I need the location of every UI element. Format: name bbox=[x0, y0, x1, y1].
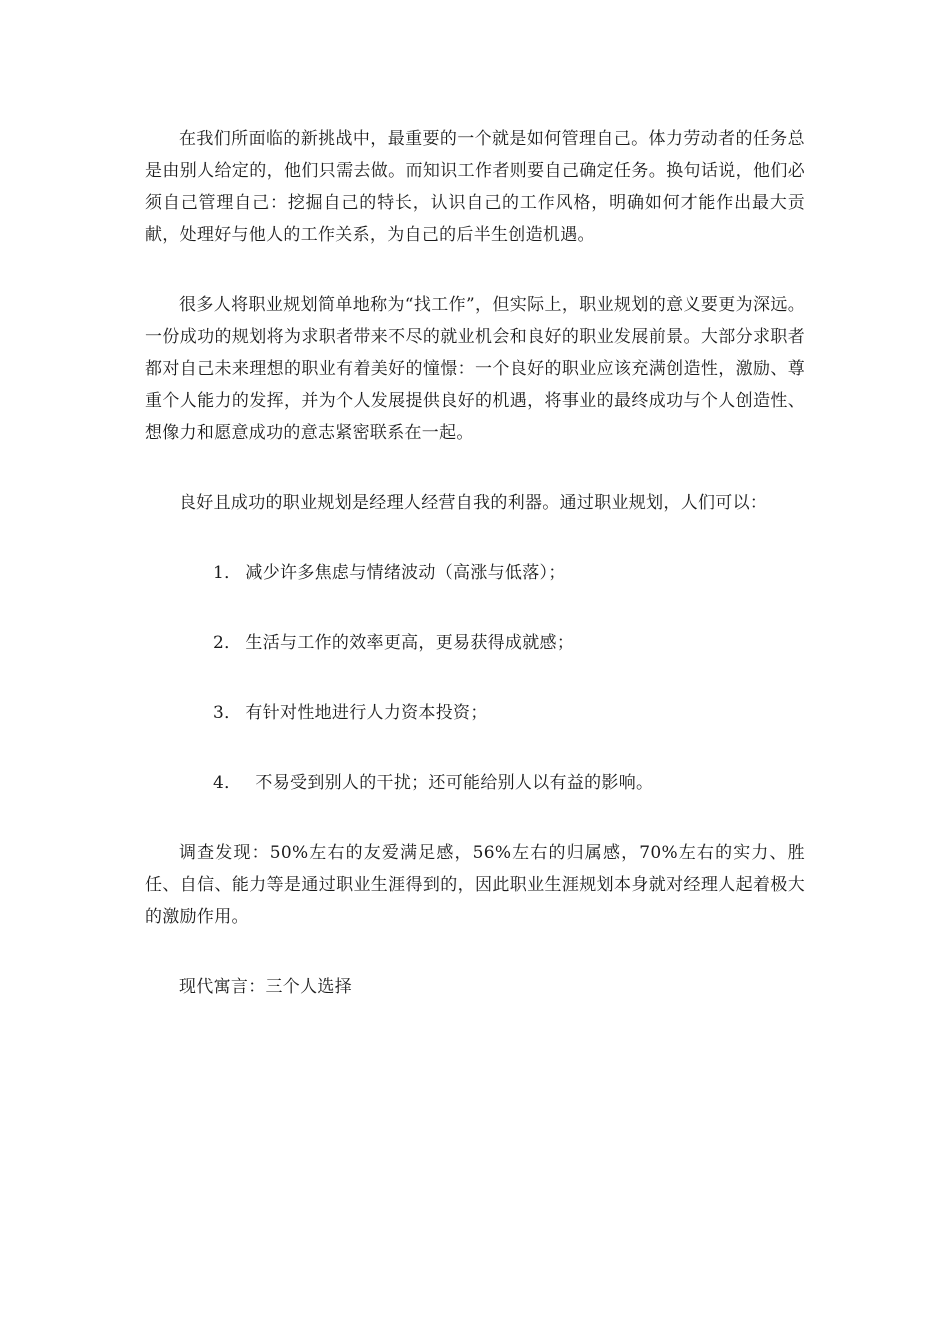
list-item bbox=[145, 767, 805, 799]
list-item-text: 不易受到别人的干扰；还可能给别人以有益的影响。 bbox=[255, 773, 654, 793]
paragraph-survey: 调查发现：50%左右的友爱满足感，56%左右的归属感，70%左右的实力、胜任、自信、能力等是通过职业生涯得到的，因此职业生涯规划本身就对经理人起着极大的激励作用。 bbox=[145, 843, 805, 927]
paragraph-career-planning: 很多人将职业规划简单地称为“找工作”，但实际上，职业规划的意义要更为深远。一份成功的规划将为求职者带来不尽的就业机会和良好的职业发展前景。大部分求职者都对自己未来理想的职业有着美好的憧憬：一个良好的职业应该充满创造性，激励、尊重个人能力的发挥，并为个人发展提供良好的机遇，将事业的最终成功与个人创造性、想像力和愿意成功的意志紧密联系在一起。 bbox=[145, 295, 805, 443]
list-item bbox=[145, 697, 805, 729]
list-item-text: 减少许多焦虑与情绪波动（高涨与低落）； bbox=[245, 563, 566, 583]
list-item-number: 4． bbox=[213, 773, 242, 793]
list-item-number: 2． bbox=[213, 633, 242, 653]
list-item-text: 有针对性地进行人力资本投资； bbox=[245, 703, 488, 723]
paragraph-benefits-intro: 良好且成功的职业规划是经理人经营自我的利器。通过职业规划，人们可以： bbox=[179, 493, 768, 513]
benefits-list bbox=[145, 557, 805, 799]
list-item-number: 3． bbox=[213, 703, 242, 723]
document-body bbox=[145, 123, 805, 1003]
list-item bbox=[145, 627, 805, 659]
list-item-number: 1． bbox=[213, 563, 242, 583]
list-item bbox=[145, 557, 805, 589]
paragraph-fable-heading: 现代寓言：三个人选择 bbox=[179, 977, 352, 997]
list-item-text: 生活与工作的效率更高，更易获得成就感； bbox=[245, 633, 575, 653]
paragraph-intro: 在我们所面临的新挑战中，最重要的一个就是如何管理自己。体力劳动者的任务总是由别人给定的，他们只需去做。而知识工作者则要自己确定任务。换句话说，他们必须自己管理自己：挖掘自己的特长，认识自己的工作风格，明确如何才能作出最大贡献，处理好与他人的工作关系，为自己的后半生创造机遇。 bbox=[145, 129, 805, 245]
